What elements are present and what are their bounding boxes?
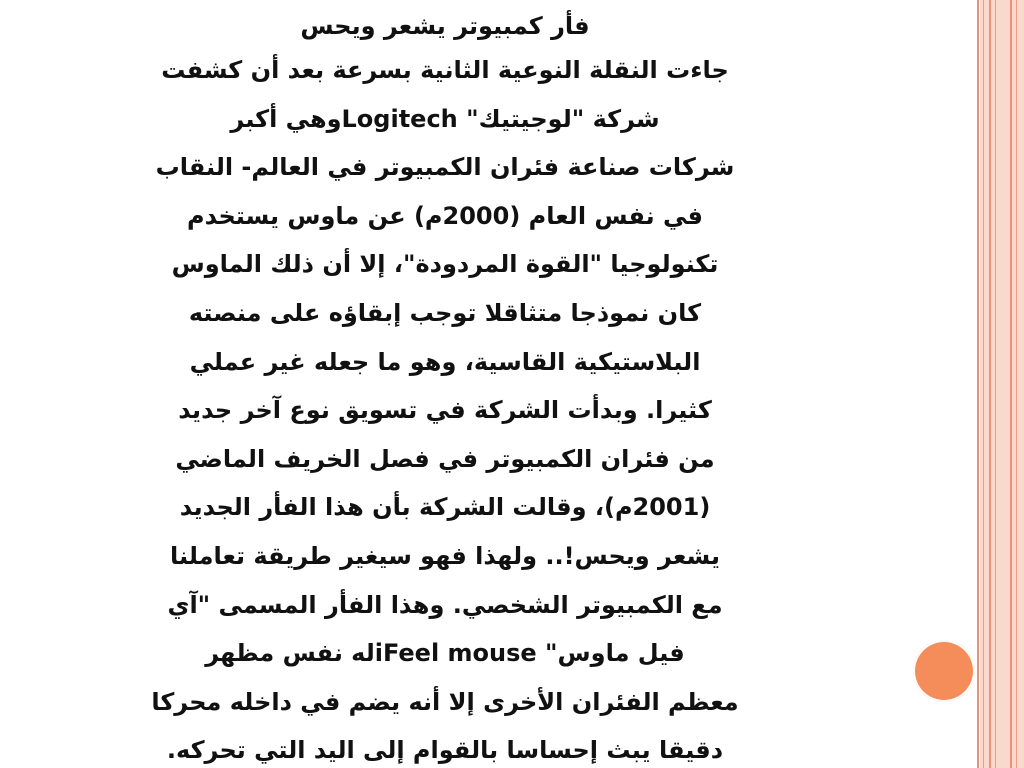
decorative-stripe-line <box>983 0 984 768</box>
decorative-stripe-band <box>980 0 1024 768</box>
text-line: شركة "لوجيتيك" Logitechوهي أكبر <box>230 104 660 133</box>
decorative-circle <box>913 640 975 702</box>
decorative-stripe-line <box>1010 0 1012 768</box>
text-line: في نفس العام (2000م) عن ماوس يستخدم <box>187 201 703 230</box>
text-line: كثيرا. وبدأت الشركة في تسويق نوع آخر جديد <box>178 396 712 425</box>
text-line: مع الكمبيوتر الشخصي. وهذا الفأر المسمى "آي <box>167 590 723 619</box>
decorative-stripe-line <box>995 0 996 768</box>
text-line: يشعر ويحس!.. ولهذا فهو سيغير طريقة تعاملنا <box>170 541 720 570</box>
body-text <box>110 6 780 768</box>
text-line: كان نموذجا متثاقلا توجب إبقاؤه على منصته <box>188 298 702 327</box>
decorative-stripe-line <box>989 0 991 768</box>
slide-title: فأر كمبيوتر يشعر ويحس <box>300 12 590 40</box>
text-line: شركات صناعة فئران الكمبيوتر في العالم- النقاب <box>155 153 735 182</box>
text-line: معظم الفئران الأخرى إلا أنه يضم في داخله محركا <box>151 687 739 716</box>
text-line: البلاستيكية القاسية، وهو ما جعله غير عملي <box>189 347 701 376</box>
text-line: تكنولوجيا "القوة المردودة"، إلا أن ذلك الماوس <box>171 250 719 279</box>
text-line: فيل ماوس" iFeel mouseله نفس مظهر <box>205 639 685 668</box>
text-line: من فئران الكمبيوتر في فصل الخريف الماضي <box>175 444 715 473</box>
text-line: (2001م)، وقالت الشركة بأن هذا الفأر الجديد <box>179 493 711 522</box>
text-line: دقيقا يبث إحساسا بالقوام إلى اليد التي تحركه. <box>166 736 724 765</box>
text-line: جاءت النقلة النوعية الثانية بسرعة بعد أن كشفت <box>161 56 729 84</box>
decorative-stripe-line <box>977 0 979 768</box>
decorative-stripe-line <box>1016 0 1017 768</box>
